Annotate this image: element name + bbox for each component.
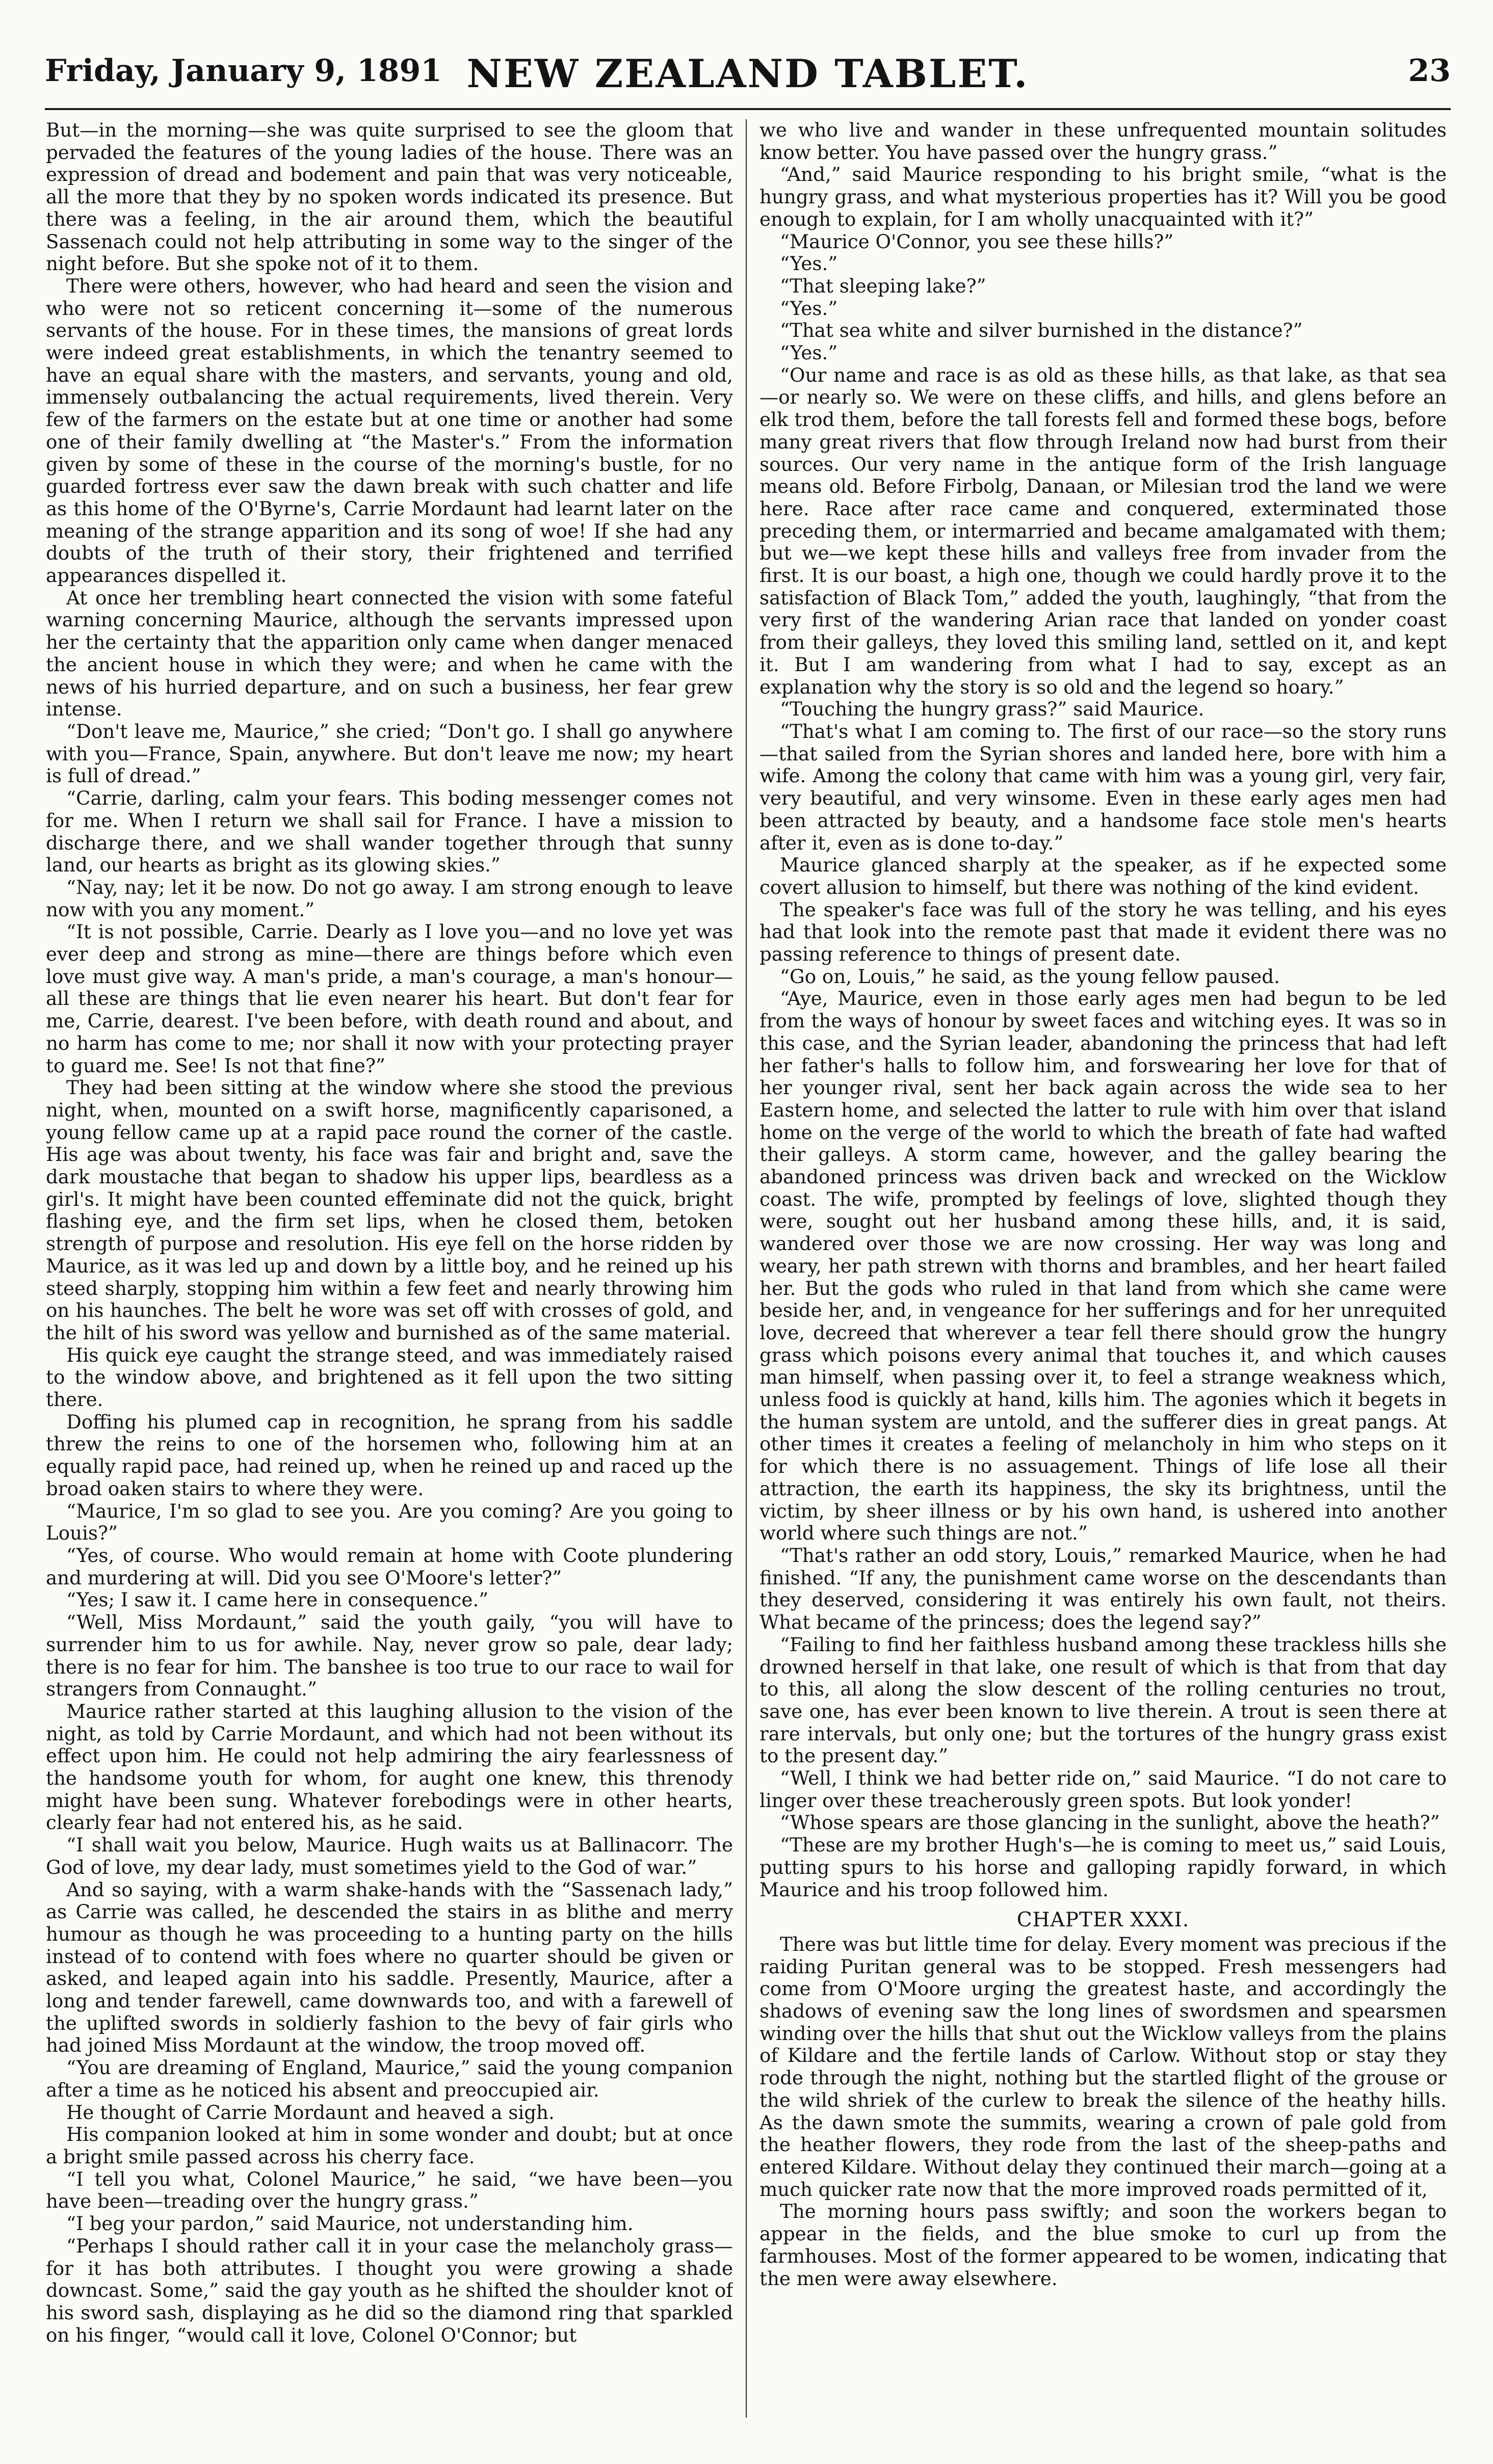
paragraph: “Yes; I saw it. I came here in consequence.” — [66, 1588, 489, 1611]
paragraph: His quick eye caught the strange steed, and was immediately raised to the window above, and brightened as it fell upon the two sitting there. — [46, 1343, 733, 1411]
paragraph: Doffing his plumed cap in recognition, he sprang from his saddle threw the reins to one of the horsemen who, following him at an equally rapid pace, had reined up, when he reined up and raced up the broad oaken stairs to where they were. — [46, 1410, 733, 1500]
paragraph: But—in the morning—she was quite surprised to see the gloom that pervaded the features of the young ladies of the house. There was an expression of dread and bodement and pain that was very noticeable, all the more that they by no spoken words indicated its presence. But there was a feeling, in the air around them, which the beautiful Sassenach could not help attributing in some way to the singer of the night before. But she spoke not of it to them. — [46, 119, 733, 275]
page-number: 23 — [1408, 53, 1451, 89]
paragraph: “I tell you what, Colonel Maurice,” he said, “we have been—you have been—treading over the hungry grass.” — [46, 2167, 733, 2213]
newspaper-title: NEW ZEALAND TABLET. — [466, 51, 1029, 96]
paragraph: “You are dreaming of England, Maurice,” said the young companion after a time as he noticed his absent and preoccupied air. — [46, 2056, 733, 2101]
paragraph: He thought of Carrie Mordaunt and heaved a sigh. — [66, 2101, 555, 2124]
paragraph: “I beg your pardon,” said Maurice, not understanding him. — [66, 2212, 634, 2235]
paragraph: “Don't leave me, Maurice,” she cried; “Don't go. I shall go anywhere with you—France, Spain, anywhere. But don't leave me now; my heart is full of dread.” — [46, 720, 733, 787]
paragraph: “That sea white and silver burnished in the distance?” — [780, 319, 1303, 342]
right-column — [759, 119, 1447, 2423]
paragraph: “Yes.” — [780, 252, 838, 275]
paragraph: “Yes.” — [780, 297, 838, 320]
paragraph: The speaker's face was full of the story he was telling, and his eyes had that look into the remote past that made it evident there was no passing reference to things of present date. — [759, 898, 1447, 966]
masthead — [45, 51, 1451, 102]
chapter-heading: CHAPTER XXXI. — [1016, 1909, 1190, 1932]
paragraph: “Whose spears are those glancing in the sunlight, above the heath?” — [780, 1811, 1440, 1834]
paragraph: The morning hours pass swiftly; and soon the workers began to appear in the fields, and the blue smoke to curl up from the farmhouses. Most of the former appeared to be women, indicating that the men were away elsewhere. — [759, 2200, 1447, 2290]
paragraph: “That sleeping lake?” — [780, 274, 986, 297]
paragraph: “That's what I am coming to. The first of our race—so the story runs—that sailed from the Syrian shores and landed here, bore with him a wife. Among the colony that came with him was a young girl, very fair, very beautiful, and very winsome. Even in these early ages men had been attracted by beauty, and a handsome face stole men's hearts after it, even as is done to-day.” — [759, 720, 1447, 854]
paragraph: “Well, I think we had better ride on,” said Maurice. “I do not care to linger over these treacherously green spots. But look yonder! — [759, 1767, 1447, 1812]
paragraph: At once her trembling heart connected the vision with some fateful warning concerning Maurice, although the servants impressed upon her the certainty that the apparition only came when danger menaced the ancient house in which they were; and when he came with the news of his hurried departure, and on such a business, her fear grew intense. — [46, 586, 733, 721]
paragraph: “Go on, Louis,” he said, as the young fellow paused. — [780, 965, 1280, 988]
paragraph: “Maurice, I'm so glad to see you. Are you coming? Are you going to Louis?” — [46, 1499, 733, 1545]
left-column — [46, 119, 733, 2423]
paragraph: “Touching the hungry grass?” said Maurice. — [780, 698, 1204, 721]
issue-date: Friday, January 9, 1891 — [45, 53, 442, 89]
paragraph: “Yes.” — [780, 341, 838, 364]
paragraph: “It is not possible, Carrie. Dearly as I love you—and no love yet was ever deep and strong as mine—there are things before which even love must give way. A man's pride, a man's courage, a man's honour—all these are things that lie even nearer his heart. But don't fear for me, Carrie, dearest. I've been before, with death round and about, and no harm has come to me; nor shall it now with your protecting prayer to guard me. See! Is not that fine?” — [46, 920, 733, 1077]
column-divider — [746, 119, 747, 2418]
paragraph: “That's rather an odd story, Louis,” remarked Maurice, when he had finished. “If any, the punishment came worse on the descendants than they deserved, considering it was entirely his own fault, not theirs. What became of the princess; does the legend say?” — [759, 1544, 1447, 1634]
paragraph: we who live and wander in these unfrequented mountain solitudes know better. You have passed over the hungry grass.” — [759, 119, 1447, 164]
paragraph: There was but little time for delay. Every moment was precious if the raiding Puritan general was to be stopped. Fresh messengers had come from O'Moore urging the greatest haste, and accordingly the shadows of evening saw the long lines of swordsmen and spearsmen winding over the hills that shut out the Wicklow valleys from the plains of Kildare and the fertile lands of Carlow. Without stop or stay they rode through the night, nothing but the startled flight of the grouse or the wild shriek of the curlew to break the silence of the heathy hills. As the dawn smote the summits, wearing a crown of pale gold from the heather flowers, they rode from the last of the sheep-paths and entered Kildare. Without delay they continued their march—going at a much quicker rate now that the more improved roads permitted of it, — [759, 1932, 1447, 2201]
paragraph: There were others, however, who had heard and seen the vision and who were not so reticent concerning it—some of the numerous servants of the house. For in these times, the mansions of great lords were indeed great establishments, in which the tenantry seemed to have an equal share with the masters, and servants, young and old, immensely outbalancing the actual requirements, lived therein. Very few of the farmers on the estate but at one time or another had some one of their family dwelling at “the Master's.” From the information given by some of these in the course of the morning's bustle, for no guarded fortress ever saw the dawn break with such chatter and life as this home of the O'Byrne's, Carrie Mordaunt had learnt later on the meaning of the strange apparition and its song of woe! If she had any doubts of the truth of their story, their frightened and terrified appearances dispelled it. — [46, 274, 733, 587]
paragraph: “I shall wait you below, Maurice. Hugh waits us at Ballinacorr. The God of love, my dear lady, must sometimes yield to the God of war.” — [46, 1834, 733, 1878]
paragraph: “Carrie, darling, calm your fears. This boding messenger comes not for me. When I return we shall sail for France. I have a mission to discharge there, and we shall wander together through that sunny land, our hearts as bright as its glowing skies.” — [46, 787, 733, 877]
paragraph: “Our name and race is as old as these hills, as that lake, as that sea—or nearly so. We were on these cliffs, and hills, and glens before an elk trod them, before the tall forests fell and formed these bogs, before many great rivers that flow through Ireland now had burst from their sources. Our very name in the antique form of the Irish language means old. Before Firbolg, Danaan, or Milesian trod the land we were here. Race after race came and conquered, exterminated those preceding them, or intermarried and became amalgamated with them; but we—we kept these hills and valleys free from invader from the first. It is our boast, a high one, though we could hardly prove it to the satisfaction of Black Tom,” added the youth, laughingly, “that from the very first of the wandering Arian race that landed on yonder coast from their galleys, they loved this smiling land, settled on it, and kept it. But I am wandering from what I had to say, except as an explanation why the story is so old and the legend so hoary.” — [759, 363, 1447, 698]
paragraph: “Aye, Maurice, even in those early ages men had begun to be led from the ways of honour by sweet faces and witching eyes. It was so in this case, and the Syrian leader, abandoning the princess that had left her father's halls to follow him, and forswearing her love for that of her younger rival, sent her back again across the wide sea to her Eastern home, and selected the latter to rule with him over that island home on the verge of the world to which the breath of fate had wafted their galleys. A storm came, however, and the galley bearing the abandoned princess was driven back and wrecked on the Wicklow coast. The wife, prompted by feelings of love, slighted though they were, sought out her husband among these hills, and, it is said, wandered over those we are now crossing. Her way was long and weary, her path strewn with thorns and brambles, and her heart failed her. But the gods who ruled in that land from which she came were beside her, and, in vengeance for her sufferings and for her unrequited love, decreed that wherever a tear fell there should grow the hungry grass which poisons every animal that touches it, and which causes man himself, when passing over it, to feel a strange weakness which, unless food is quickly at hand, kills him. The agonies which it begets in the human system are untold, and the sufferer dies in great pangs. At other times it creates a feeling of melancholy in him who steps on it for which there is no assuagement. Things of life lose all their attraction, the earth its happiness, the sky its brightness, until the victim, by sheer illness or by his own hand, is ushered into another world where such things are not.” — [759, 987, 1447, 1545]
paragraph: “Failing to find her faithless husband among these trackless hills she drowned herself in that lake, one result of which is that from that day to this, all along the slow descent of the rolling centuries no trout, save one, has ever been known to live therein. A trout is seen there at rare intervals, but only one; but the tortures of the hungry grass exist to the present day.” — [759, 1633, 1447, 1767]
paragraph: “Yes, of course. Who would remain at home with Coote plundering and murdering at will. Did you see O'Moore's letter?” — [46, 1544, 733, 1589]
paragraph: His companion looked at him in some wonder and doubt; but at once a bright smile passed across his cherry face. — [46, 2123, 733, 2168]
paragraph: “These are my brother Hugh's—he is coming to meet us,” said Louis, putting spurs to his horse and galloping rapidly forward, in which Maurice and his troop followed him. — [759, 1834, 1447, 1901]
paragraph: Maurice glanced sharply at the speaker, as if he expected some covert allusion to himself, but there was nothing of the kind evident. — [759, 854, 1447, 898]
paragraph: Maurice rather started at this laughing allusion to the vision of the night, as told by Carrie Mordaunt, and which had not been without its effect upon him. He could not help admiring the airy fearlessness of the handsome youth for whom, for aught one knew, this threnody might have been sung. Whatever forebodings were in other hearts, clearly fear had not entered his, as he said. — [46, 1700, 733, 1834]
paragraph: And so saying, with a warm shake-hands with the “Sassenach lady,” as Carrie was called, he descended the stairs in as blithe and merry humour as though he was proceeding to a hunting party on the hills instead of to contend with foes where no quarter should be given or asked, and leaped again into his saddle. Presently, Maurice, after a long and tender farewell, came downwards too, and with a farewell of the uplifted swords in soldierly fashion to the bevy of fair girls who had joined Miss Mordaunt at the window, the troop moved off. — [46, 1878, 733, 2057]
paragraph: “And,” said Maurice responding to his bright smile, “what is the hungry grass, and what mysterious properties has it? Will you be good enough to explain, for I am wholly unacquainted with it?” — [759, 163, 1447, 230]
paragraph: “Nay, nay; let it be now. Do not go away. I am strong enough to leave now with you any moment.” — [46, 876, 733, 921]
paragraph: “Well, Miss Mordaunt,” said the youth gaily, “you will have to surrender him to us for awhile. Nay, never grow so pale, dear lady; there is no fear for him. The banshee is too true to our race to wail for strangers from Connaught.” — [46, 1611, 733, 1701]
paragraph: “Maurice O'Connor, you see these hills?” — [780, 230, 1174, 253]
masthead-rule — [45, 108, 1451, 110]
paragraph: “Perhaps I should rather call it in your case the melancholy grass—for it has both attributes. I thought you were growing a shade downcast. Some,” said the gay youth as he shifted the shoulder knot of his sword sash, displaying as he did so the diamond ring that sparkled on his finger, “would call it love, Colonel O'Connor; but — [46, 2234, 733, 2346]
paragraph: They had been sitting at the window where she stood the previous night, when, mounted on a swift horse, magnificently caparisoned, a young fellow came up at a rapid pace round the corner of the castle. His age was about twenty, his face was fair and bright and, save the dark moustache that began to shadow his upper lips, beardless as a girl's. It might have been counted effeminate did not the quick, bright flashing eye, and the firm set lips, when he closed them, betoken strength of purpose and resolution. His eye fell on the horse ridden by Maurice, as it was led up and down by a little boy, and he reined up his steed sharply, stopping him within a few feet and nearly throwing him on his haunches. The belt he wore was set off with crosses of gold, and the hilt of his sword was yellow and burnished as of the same material. — [46, 1076, 733, 1344]
